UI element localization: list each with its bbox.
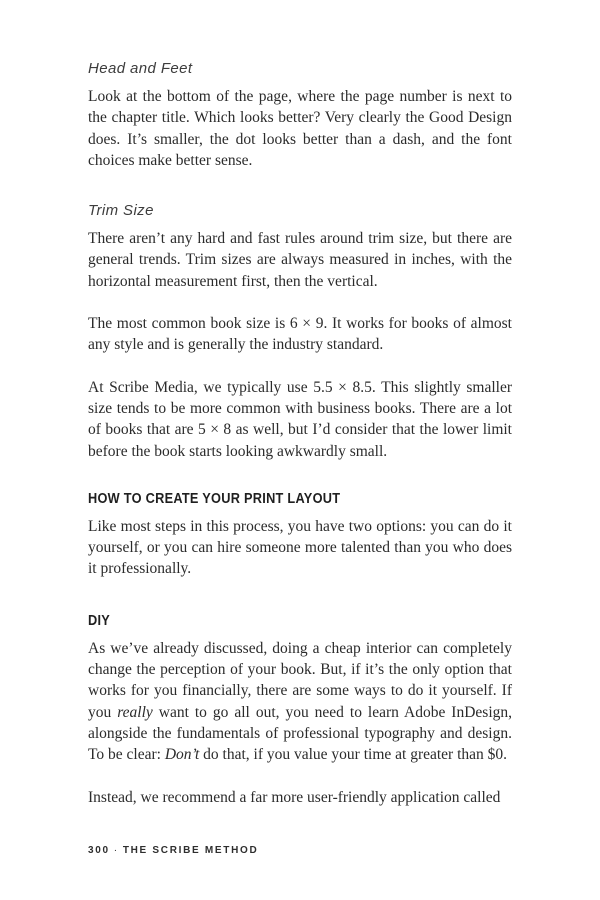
paragraph-trim-size-2: The most common book size is 6 × 9. It works for books of almost any style and is generally the industry standard.: [88, 315, 512, 354]
subsection-heading-trim-size: Trim Size: [88, 202, 154, 220]
paragraph-trim-size-1: There aren’t any hard and fast rules around trim size, but there are general trends. Trim sizes are always measured in inches, with the horizontal measurement first, then the vertical.: [88, 230, 512, 290]
emphasis-dont: Don’t: [164, 746, 200, 764]
paragraph-diy-1-text: want to go all out, you need to learn Adobe InDesign, alongside the fundamentals of professional typography and design. To be clear:: [88, 703, 512, 764]
section-head-and-feet: [88, 60, 512, 171]
emphasis-really: really: [117, 703, 153, 721]
paragraph-diy-2: Instead, we recommend a far more user-friendly application called: [88, 788, 501, 806]
section-trim-size: [88, 202, 512, 462]
page-content: [88, 60, 512, 829]
section-heading-print-layout: HOW TO CREATE YOUR PRINT LAYOUT: [88, 490, 341, 507]
paragraph-head-and-feet: Look at the bottom of the page, where the page number is next to the chapter title. Which looks better? Very clearly the Good Design does. It’s smaller, the dot looks better than a dash, and the font choices make better sense.: [88, 88, 512, 169]
section-heading-diy: DIY: [88, 612, 111, 629]
page-number: 300: [88, 845, 110, 856]
paragraph-diy-1-text: do that, if you value your time at greater than $0.: [199, 746, 508, 764]
paragraph-trim-size-3: At Scribe Media, we typically use 5.5 × 8.5. This slightly smaller size tends to be more common with business books. There are a lot of books that are 5 × 8 as well, but I’d consider that the lower limit before the book starts looking awkwardly small.: [88, 378, 512, 460]
section-diy: [88, 613, 512, 808]
footer-separator-dot: ·: [113, 845, 119, 856]
running-footer: [88, 845, 258, 856]
subsection-heading-head-and-feet: Head and Feet: [88, 60, 193, 77]
section-print-layout: [88, 491, 512, 580]
paragraph-diy-1-text: As we’ve already discussed, doing a cheap interior can completely change the perception of your book. But, if it’s the only option that works for you financially, there are some ways to do it yourself. If you: [88, 639, 512, 721]
paragraph-diy-1: [88, 638, 512, 766]
book-title: THE SCRIBE METHOD: [122, 845, 259, 856]
paragraph-print-layout: Like most steps in this process, you have two options: you can do it yourself, or you can hire someone more talented than you who does it professionally.: [88, 517, 512, 578]
